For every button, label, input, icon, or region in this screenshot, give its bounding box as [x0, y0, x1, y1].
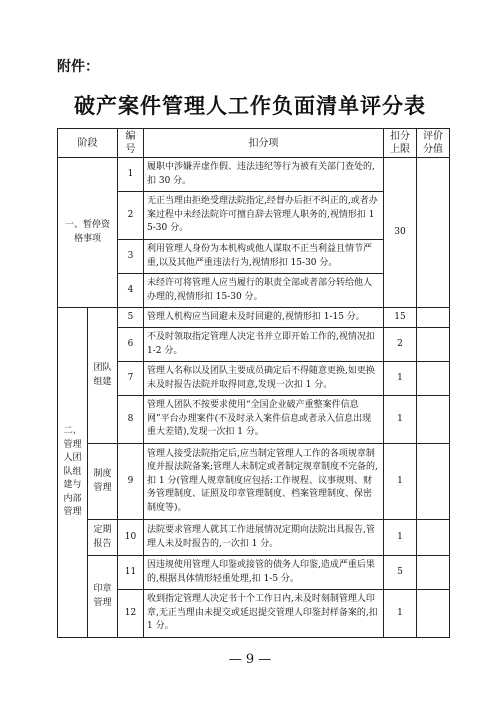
header-number: 编号 — [118, 129, 144, 158]
section-team-management: 二、管理人团队组建与内部管理 — [58, 308, 88, 638]
header-evaluation-score: 评价分值 — [417, 129, 450, 158]
header-deduction-cap: 扣分上限 — [384, 129, 417, 158]
row-item: 不及时领取指定管理人决定书并立即开始工作的,视情况扣 1-2 分。 — [144, 328, 384, 362]
row-evaluation-score — [417, 308, 450, 328]
row-item: 履职中涉嫌弄虚作假、违法违纪等行为被有关部门查处的,扣 30 分。 — [144, 158, 384, 192]
row-item: 管理人机构应当回避未及时回避的,视情形扣 1-15 分。 — [144, 308, 384, 328]
row-number: 11 — [118, 556, 144, 590]
row-number: 3 — [118, 240, 144, 274]
row-item: 管理人名称以及团队主要成员确定后不得随意更换,如更换未及时报告法院并取得同意,发现一次扣 1 分。 — [144, 362, 384, 396]
row-deduction-cap: 30 — [384, 158, 417, 308]
table-row — [58, 308, 450, 328]
row-deduction-cap: 2 — [384, 328, 417, 362]
row-item: 收到指定管理人决定书十个工作日内,未及时刻制管理人印章,无正当理由未提交或延迟提交管理人印鉴封样备案的,扣 1 分。 — [144, 590, 384, 638]
score-table — [57, 128, 450, 638]
table-row — [58, 520, 450, 556]
row-number: 1 — [118, 158, 144, 192]
row-number: 7 — [118, 362, 144, 396]
row-number: 5 — [118, 308, 144, 328]
table-row — [58, 444, 450, 520]
section-suspension: 一、暂停资格事项 — [58, 158, 118, 308]
row-evaluation-score — [417, 396, 450, 444]
row-evaluation-score — [417, 444, 450, 520]
header-stage: 阶段 — [58, 129, 118, 158]
row-evaluation-score — [417, 158, 450, 308]
table-row — [58, 158, 450, 192]
row-evaluation-score — [417, 362, 450, 396]
row-number: 2 — [118, 192, 144, 240]
row-evaluation-score — [417, 520, 450, 556]
row-item: 因违规使用管理人印鉴或接管的债务人印鉴,造成严重后果的,根据具体情形轻重处理,扣 1-5 分。 — [144, 556, 384, 590]
row-number: 8 — [118, 396, 144, 444]
subsection-seal: 印章管理 — [88, 556, 118, 638]
row-item: 管理人接受法院指定后,应当制定管理人工作的各项规章制度并报法院备案;管理人未制定或者制定规章制度不完备的,扣 1 分(管理人规章制度应包括:工作规程、议事规则、财务管理制度、证照及印章管理制度、档案管理制度、保密制度等)。 — [144, 444, 384, 520]
row-number: 4 — [118, 274, 144, 308]
page-number: — 9 — — [228, 652, 272, 667]
row-deduction-cap: 1 — [384, 520, 417, 556]
row-deduction-cap: 5 — [384, 556, 417, 590]
row-deduction-cap: 1 — [384, 444, 417, 520]
row-item: 未经许可将管理人应当履行的职责全部或者部分转给他人办理的,视情形扣 15-30 分。 — [144, 274, 384, 308]
row-deduction-cap: 1 — [384, 590, 417, 638]
document-title: 破产案件管理人工作负面清单评分表 — [74, 93, 426, 118]
row-item: 管理人团队不按要求使用“全国企业破产重整案件信息网”平台办理案件(不及时录入案件信息或者录入信息出现重大差错),发现一次扣 1 分。 — [144, 396, 384, 444]
row-deduction-cap: 15 — [384, 308, 417, 328]
row-number: 12 — [118, 590, 144, 638]
subsection-report: 定期报告 — [88, 520, 118, 556]
row-number: 6 — [118, 328, 144, 362]
table-row — [58, 556, 450, 590]
table-header-row — [58, 129, 450, 158]
row-deduction-cap: 1 — [384, 396, 417, 444]
row-deduction-cap: 1 — [384, 362, 417, 396]
row-number: 10 — [118, 520, 144, 556]
row-evaluation-score — [417, 328, 450, 362]
row-item: 利用管理人身份为本机构或他人谋取不正当利益且情节严重,以及其他严重违法行为,视情形扣 15-30 分。 — [144, 240, 384, 274]
subsection-team: 团队组建 — [88, 308, 118, 444]
attachment-label: 附件： — [57, 59, 99, 75]
row-evaluation-score — [417, 590, 450, 638]
row-number: 9 — [118, 444, 144, 520]
subsection-system: 制度管理 — [88, 444, 118, 520]
row-item: 法院要求管理人就其工作进展情况定期向法院出具报告,管理人未及时报告的,一次扣 1 分。 — [144, 520, 384, 556]
header-item: 扣分项 — [144, 129, 384, 158]
row-evaluation-score — [417, 556, 450, 590]
row-item: 无正当理由拒绝受理法院指定,经督办后拒不纠正的,或者办案过程中未经法院许可擅自辞去管理人职务的,视情形扣 15-30 分。 — [144, 192, 384, 240]
